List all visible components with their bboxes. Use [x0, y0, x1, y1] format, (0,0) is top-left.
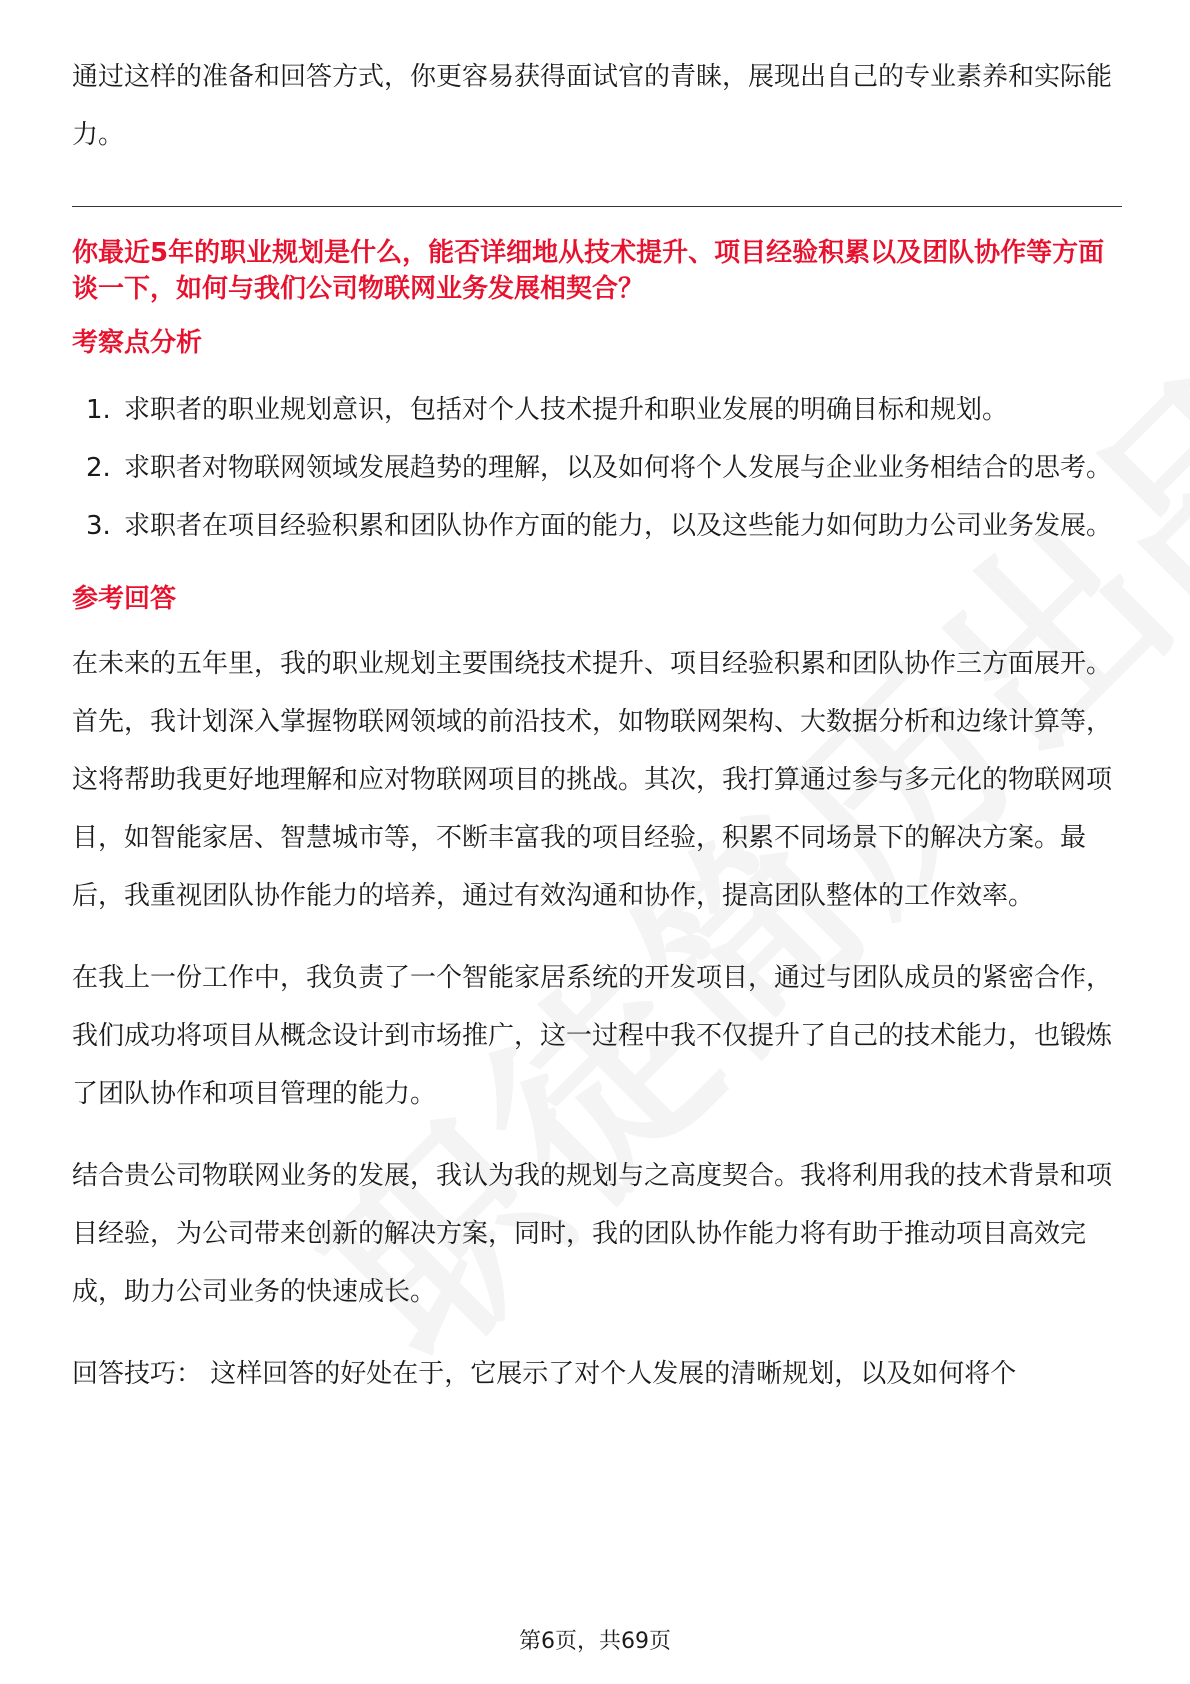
intro-paragraph: 通过这样的准备和回答方式，你更容易获得面试官的青睐，展现出自己的专业素养和实际能力。 — [72, 62, 1113, 150]
section-divider — [72, 206, 1122, 207]
analysis-title: 考察点分析 — [72, 328, 203, 358]
list-item — [72, 441, 1122, 495]
list-item-text: 求职者在项目经验积累和团队协作方面的能力，以及这些能力如何助力公司业务发展。 — [124, 511, 1113, 541]
list-item-number: 2. — [86, 453, 111, 483]
list-item-number: 3. — [86, 511, 111, 541]
list-item — [72, 499, 1122, 553]
list-item-number: 1. — [86, 395, 111, 425]
answer-paragraph: 在我上一份工作中，我负责了一个智能家居系统的开发项目，通过与团队成员的紧密合作，我们成功将项目从概念设计到市场推广，这一过程中我不仅提升了自己的技术能力，也锻炼了团队协作和项目管理的能力。 — [72, 963, 1113, 1109]
question-heading: 你最近5年的职业规划是什么，能否详细地从技术提升、项目经验积累以及团队协作等方面谈一下，如何与我们公司物联网业务发展相契合？ — [72, 238, 1105, 304]
answer-tip: 回答技巧： 这样回答的好处在于，它展示了对个人发展的清晰规划，以及如何将个 — [72, 1359, 1017, 1389]
document-page — [72, 48, 1122, 1403]
answer-paragraph: 结合贵公司物联网业务的发展，我认为我的规划与之高度契合。我将利用我的技术背景和项目经验，为公司带来创新的解决方案，同时，我的团队协作能力将有助于推动项目高效完成，助力公司业务的快速成长。 — [72, 1161, 1113, 1307]
answer-paragraph: 在未来的五年里，我的职业规划主要围绕技术提升、项目经验积累和团队协作三方面展开。首先，我计划深入掌握物联网领域的前沿技术，如物联网架构、大数据分析和边缘计算等，这将帮助我更好地理解和应对物联网项目的挑战。其次，我打算通过参与多元化的物联网项目，如智能家居、智慧城市等，不断丰富我的项目经验，积累不同场景下的解决方案。最后，我重视团队协作能力的培养，通过有效沟通和协作，提高团队整体的工作效率。 — [72, 649, 1113, 911]
list-item-text: 求职者的职业规划意识，包括对个人技术提升和职业发展的明确目标和规划。 — [124, 395, 1009, 425]
list-item — [72, 383, 1122, 437]
answer-title: 参考回答 — [72, 584, 177, 614]
page-number: 第6页，共69页 — [519, 1629, 671, 1654]
analysis-list — [72, 383, 1122, 553]
list-item-text: 求职者对物联网领域发展趋势的理解，以及如何将个人发展与企业业务相结合的思考。 — [124, 453, 1113, 483]
